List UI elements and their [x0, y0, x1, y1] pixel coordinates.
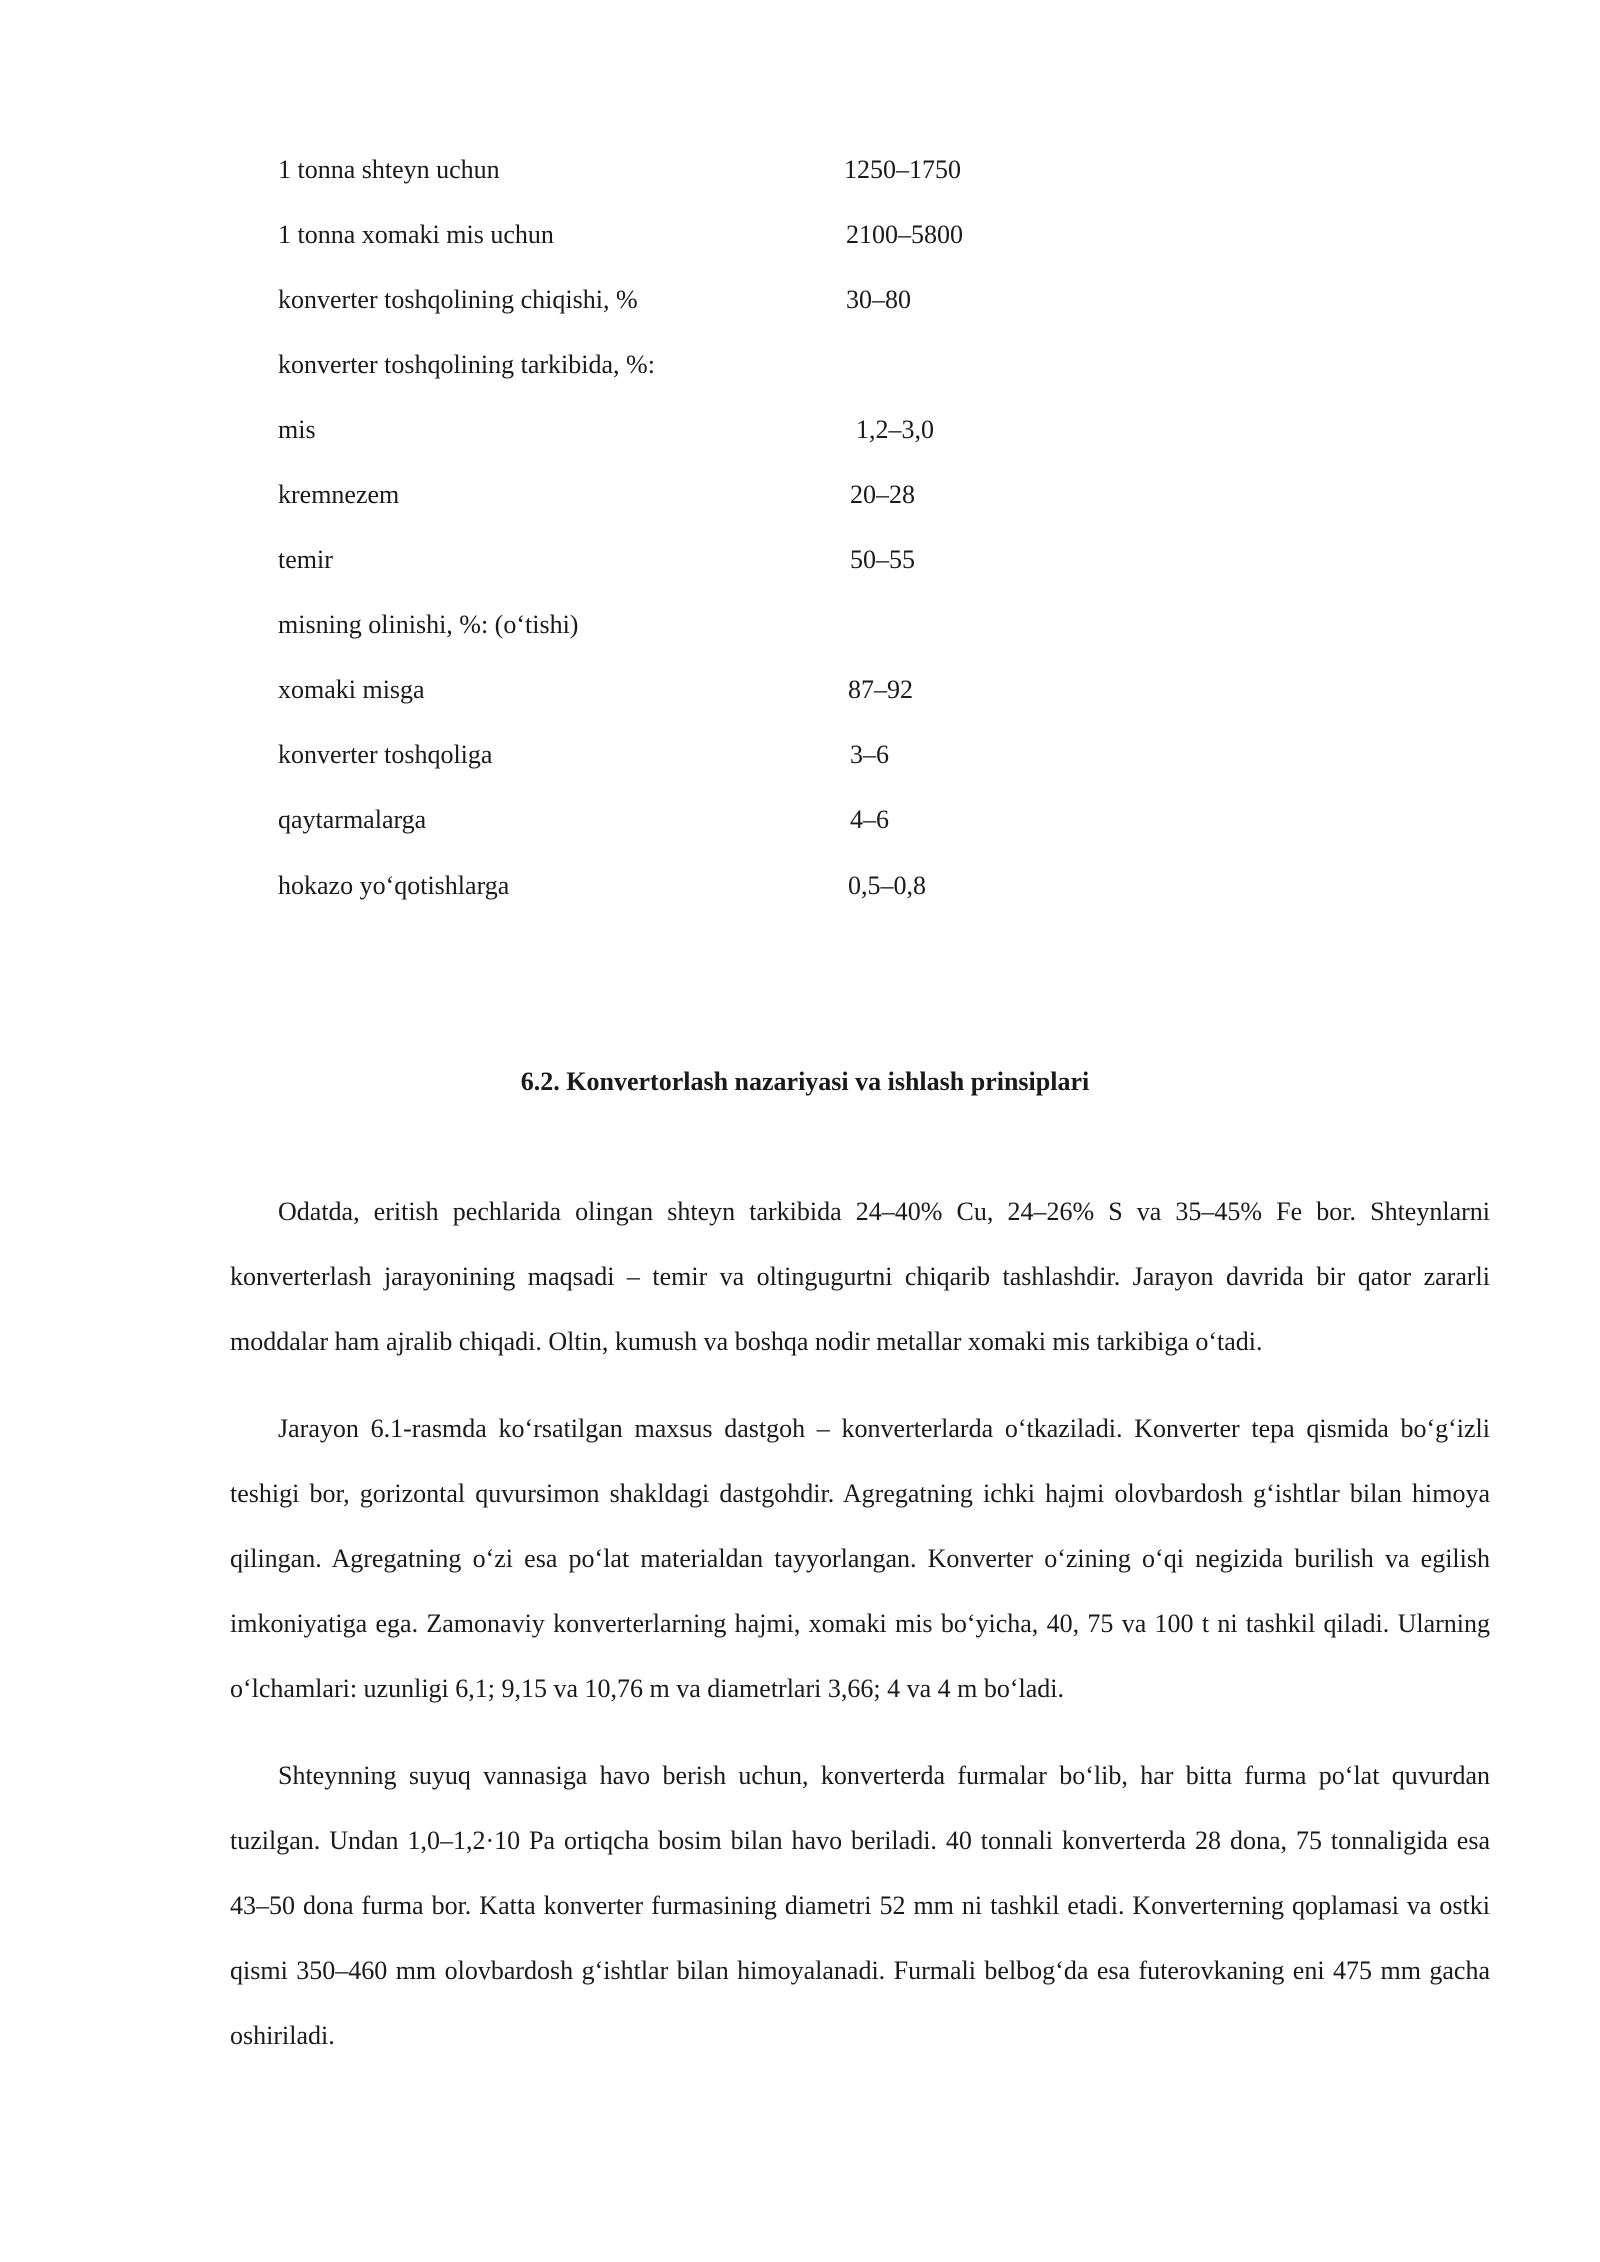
row-value: 3–6 — [850, 740, 889, 769]
row-label: 1 tonna xomaki mis uchun — [278, 220, 554, 249]
row-label: konverter toshqolining chiqishi, % — [278, 285, 638, 314]
body-paragraph: Odatda, eritish pechlarida olingan shteyn tarkibida 24–40% Cu, 24–26% S va 35–45% Fe bor. Shteynlarni konverterlash jarayonining maqsadi – temir va oltingugurtni chiqarib tashlashdir. Jarayon davrida bir qator zararli moddalar ham ajralib chiqadi. Oltin, kumush va boshqa nodir metallar xomaki mis tarkibiga o‘tadi. — [230, 1197, 1490, 1356]
body-paragraph: Shteynning suyuq vannasiga havo berish uchun, konverterda furmalar bo‘lib, har bitta furma po‘lat quvurdan tuzilgan. Undan 1,0–1,2·10 Pa ortiqcha bosim bilan havo beriladi. 40 tonnali konverterda 28 dona, 75 tonnaligida esa 43–50 dona furma bor. Katta konverter furmasining diametri 52 mm ni tashkil etadi. Konverterning qoplamasi va ostki qismi 350–460 mm olovbardosh g‘ishtlar bilan himoyalanadi. Furmali belbog‘da esa futerovkaning eni 475 mm gacha oshiriladi. — [230, 1761, 1490, 2050]
row-value: 20–28 — [850, 480, 915, 509]
row-label: qaytarmalarga — [278, 805, 427, 834]
row-value: 0,5–0,8 — [848, 871, 926, 900]
row-label: konverter toshqoliga — [278, 740, 493, 769]
row-label: mis — [278, 415, 316, 444]
row-label: konverter toshqolining tarkibida, %: — [278, 350, 655, 379]
row-label: xomaki misga — [278, 675, 425, 704]
row-label: kremnezem — [278, 480, 400, 509]
row-value: 2100–5800 — [846, 220, 963, 249]
row-value: 30–80 — [846, 285, 911, 314]
row-value: 4–6 — [850, 805, 889, 834]
row-label: temir — [278, 545, 333, 574]
row-value: 1250–1750 — [844, 155, 961, 184]
row-value: 50–55 — [850, 545, 915, 574]
row-label: hokazo yo‘qotishlarga — [278, 871, 510, 900]
row-label: misning olinishi, %: (o‘tishi) — [278, 610, 579, 639]
section-heading-text: 6.2. Konvertorlash nazariyasi va ishlash prinsiplari — [520, 1067, 1090, 1096]
section-heading — [0, 1062, 1600, 1102]
body-paragraph: Jarayon 6.1-rasmda ko‘rsatilgan maxsus dastgoh – konverterlarda o‘tkaziladi. Konverter tepa qismida bo‘g‘izli teshigi bor, gorizontal quvursimon shakldagi dastgohdir. Agregatning ichki hajmi olovbardosh g‘ishtlar bilan himoya qilingan. Agregatning o‘zi esa po‘lat materialdan tayyorlangan. Konverter o‘zining o‘qi negizida burilish va egilish imkoniyatiga ega. Zamonaviy konverterlarning hajmi, xomaki mis bo‘yicha, 40, 75 va 100 t ni tashkil qiladi. Ularning o‘lchamlari: uzunligi 6,1; 9,15 va 10,76 m va diametrlari 3,66; 4 va 4 m bo‘ladi. — [230, 1414, 1490, 1703]
row-value: 87–92 — [848, 675, 913, 704]
row-value: 1,2–3,0 — [856, 415, 934, 444]
row-label: 1 tonna shteyn uchun — [278, 155, 500, 184]
